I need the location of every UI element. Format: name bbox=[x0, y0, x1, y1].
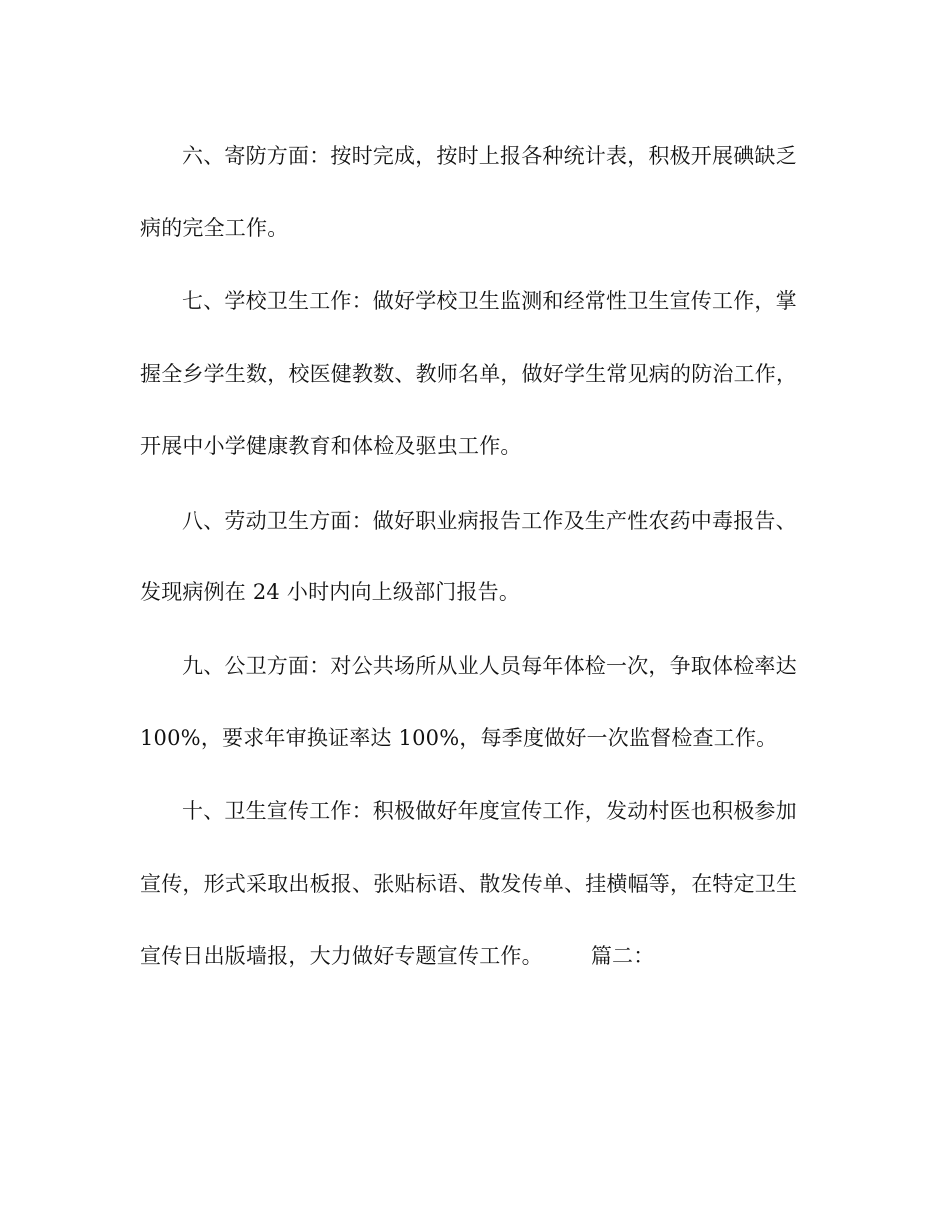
paragraph-8-line-2: 发现病例在 24 小时内向上级部门报告。 bbox=[140, 580, 521, 604]
paragraph-6-line-2: 病的完全工作。 bbox=[140, 216, 289, 240]
paragraph-10-line-3-text: 宣传日出版墙报，大力做好专题宣传工作。 bbox=[140, 944, 543, 968]
paragraph-9-line-1: 九、公卫方面：对公共场所从业人员每年体检一次，争取体检率达 bbox=[182, 654, 797, 678]
paragraph-10-line-3 bbox=[140, 942, 654, 970]
paragraph-6-line-1: 六、寄防方面：按时完成，按时上报各种统计表，积极开展碘缺乏 bbox=[182, 144, 797, 168]
paragraph-10-line-1: 十、卫生宣传工作：积极做好年度宣传工作，发动村医也积极参加 bbox=[182, 799, 797, 823]
section-heading-part-two: 篇二： bbox=[590, 944, 655, 968]
paragraph-8-line-1: 八、劳动卫生方面：做好职业病报告工作及生产性农药中毒报告、 bbox=[182, 509, 797, 533]
paragraph-7-line-1: 七、学校卫生工作：做好学校卫生监测和经常性卫生宣传工作，掌 bbox=[182, 289, 797, 313]
paragraph-10-line-2: 宣传，形式采取出板报、张贴标语、散发传单、挂横幅等，在特定卫生 bbox=[140, 872, 798, 896]
paragraph-9-line-2: 100%，要求年审换证率达 100%，每季度做好一次监督检查工作。 bbox=[140, 726, 778, 750]
paragraph-7-line-3: 开展中小学健康教育和体检及驱虫工作。 bbox=[140, 434, 522, 458]
paragraph-7-line-2: 握全乡学生数，校医健教数、教师名单，做好学生常见病的防治工作， bbox=[140, 362, 798, 386]
